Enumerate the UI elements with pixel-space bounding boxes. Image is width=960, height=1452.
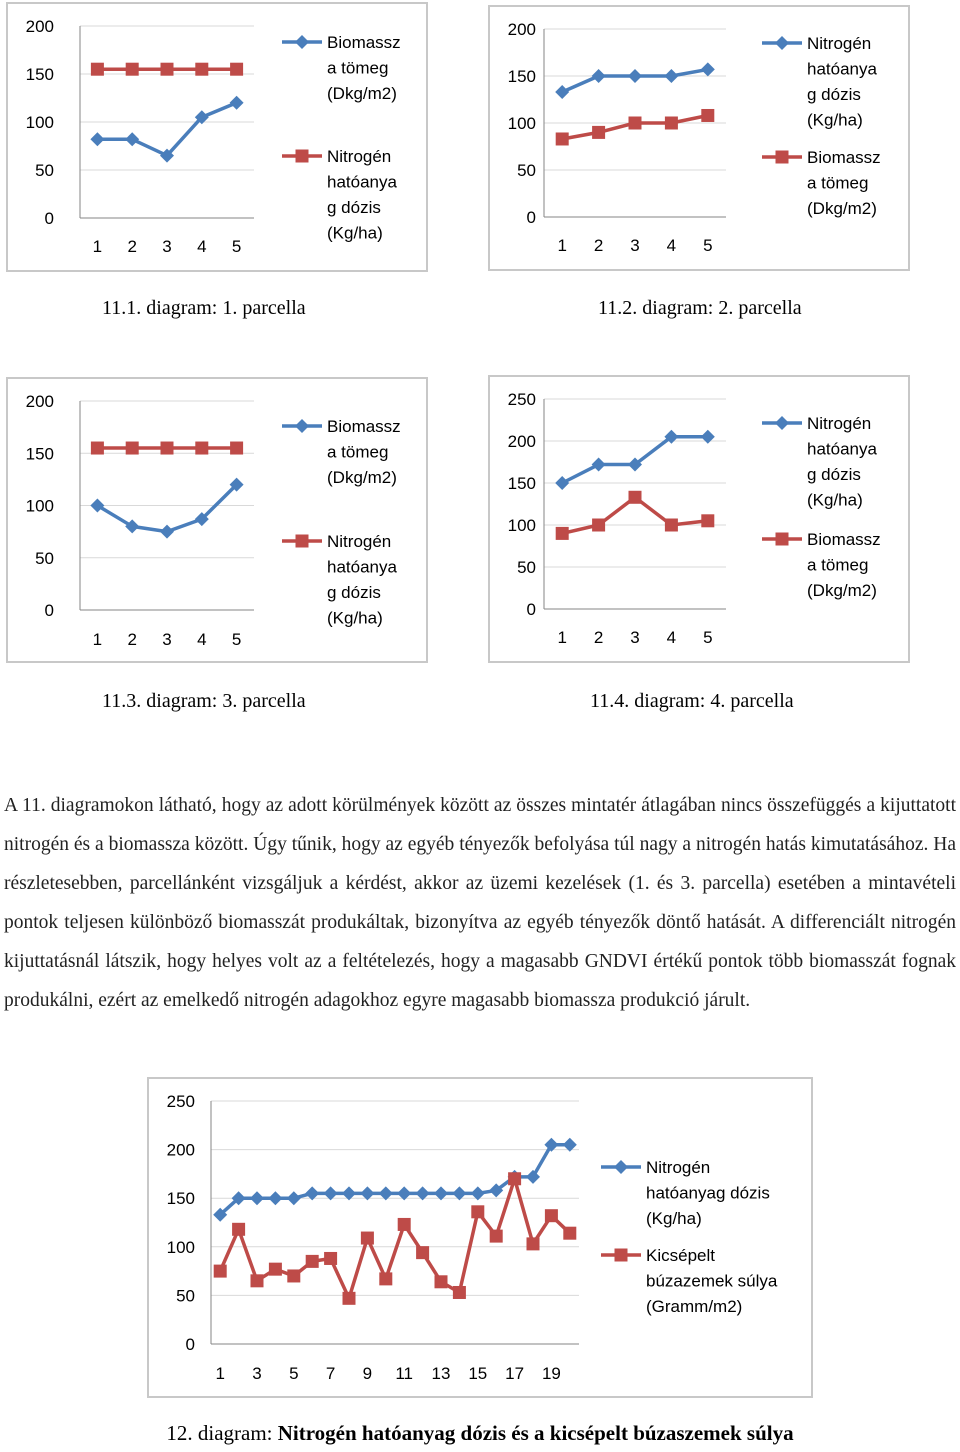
legend-text: hatóanyag dózis: [646, 1183, 770, 1203]
y-tick-label: 200: [166, 1140, 195, 1160]
y-tick-label: 50: [35, 161, 54, 180]
x-tick-label: 15: [468, 1364, 488, 1383]
legend-text: Nitrogén: [327, 147, 392, 166]
x-tick-label: 7: [325, 1364, 336, 1383]
legend-text: hatóanya: [807, 59, 877, 79]
x-tick-label: 5: [289, 1364, 299, 1383]
chart-4-svg: [490, 377, 908, 661]
y-tick-label: 200: [25, 17, 54, 36]
data-point: [701, 514, 714, 527]
y-tick-label: 100: [507, 516, 536, 535]
data-point: [628, 69, 642, 83]
data-point: [230, 63, 243, 76]
legend-text: Kicsépelt: [646, 1246, 715, 1265]
x-tick-label: 2: [593, 236, 604, 255]
chart-1-svg: [8, 4, 426, 270]
data-point: [592, 126, 605, 139]
legend-text: Biomassz: [327, 33, 401, 52]
legend-marker: [775, 36, 789, 50]
data-point: [701, 62, 715, 76]
data-point: [269, 1263, 282, 1276]
data-point: [91, 63, 104, 76]
y-tick-label: 150: [25, 65, 54, 84]
data-point: [161, 63, 174, 76]
chart-3-svg: [8, 379, 426, 661]
data-point: [361, 1232, 374, 1245]
legend-text: a tömeg: [807, 173, 869, 193]
data-point: [555, 85, 569, 99]
data-point: [527, 1237, 540, 1250]
legend-text: a tömeg: [327, 58, 389, 78]
x-tick-label: 4: [666, 236, 677, 255]
legend-text: g dózis: [807, 85, 861, 104]
legend-text: (Gramm/m2): [646, 1297, 743, 1316]
chart-12: [147, 1077, 813, 1398]
data-point: [629, 491, 642, 504]
legend-text: g dózis: [807, 465, 861, 484]
data-point: [416, 1246, 429, 1259]
y-tick-label: 250: [166, 1092, 195, 1111]
x-tick-label: 3: [162, 630, 172, 649]
legend-text: (Dkg/m2): [807, 581, 877, 600]
legend-text: (Kg/ha): [807, 490, 863, 510]
data-point: [195, 442, 208, 455]
series-1: [555, 430, 715, 490]
y-tick-label: 250: [507, 390, 536, 409]
data-point: [592, 458, 606, 472]
legend-text: Nitrogén: [646, 1158, 711, 1177]
y-tick-label: 0: [44, 601, 54, 620]
data-point: [90, 132, 104, 146]
legend-marker: [614, 1160, 628, 1174]
chart-3: [6, 377, 428, 663]
data-point: [665, 117, 678, 130]
legend-entry-1: [762, 414, 877, 510]
data-point: [556, 527, 569, 540]
legend-marker: [775, 416, 789, 430]
chart-1: [6, 2, 428, 272]
x-tick-label: 2: [593, 628, 604, 647]
data-point: [91, 442, 104, 455]
legend-entry-2: [282, 532, 397, 628]
y-tick-label: 100: [507, 114, 536, 133]
legend-text: hatóanya: [327, 557, 397, 577]
legend-text: Nitrogén: [807, 414, 872, 433]
chart-1-caption: 11.1. diagram: 1. parcella: [102, 297, 306, 319]
legend-text: a tömeg: [327, 442, 389, 462]
x-tick-label: 1: [557, 628, 567, 647]
data-point: [556, 132, 569, 145]
series-line: [97, 485, 236, 532]
data-point: [232, 1223, 245, 1236]
legend-entry-1: [282, 33, 401, 103]
y-tick-label: 150: [507, 67, 536, 86]
legend-text: (Dkg/m2): [327, 468, 397, 487]
x-tick-label: 4: [666, 628, 677, 647]
x-tick-label: 5: [703, 628, 713, 647]
x-tick-label: 1: [92, 237, 103, 256]
x-tick-label: 4: [197, 630, 207, 649]
data-point: [251, 1274, 264, 1287]
series-2: [556, 491, 715, 540]
legend-entry-1: [282, 417, 401, 487]
legend-text: (Dkg/m2): [327, 84, 397, 103]
data-point: [343, 1292, 356, 1305]
x-tick-label: 5: [703, 236, 713, 255]
x-tick-label: 17: [505, 1364, 525, 1383]
x-tick-label: 11: [395, 1364, 414, 1383]
legend-marker: [296, 535, 309, 548]
x-tick-label: 9: [362, 1364, 373, 1383]
chart-2-svg: [490, 7, 908, 269]
data-point: [545, 1209, 558, 1222]
legend-text: g dózis: [327, 198, 381, 217]
data-point: [563, 1227, 576, 1240]
legend-marker: [296, 150, 309, 163]
x-tick-label: 1: [92, 630, 103, 649]
legend-text: g dózis: [327, 583, 381, 602]
x-tick-label: 3: [252, 1364, 262, 1383]
chart-12-caption-prefix: 12. diagram:: [166, 1421, 278, 1445]
data-point: [664, 69, 678, 83]
legend-marker: [295, 419, 309, 433]
data-point: [592, 519, 605, 532]
legend-text: (Kg/ha): [646, 1209, 702, 1228]
chart-12-svg: [149, 1079, 811, 1396]
data-point: [508, 1172, 521, 1185]
x-tick-label: 19: [541, 1364, 561, 1383]
data-point: [665, 519, 678, 532]
legend-marker: [776, 533, 789, 546]
legend-entry-1: [762, 34, 877, 130]
data-point: [214, 1265, 227, 1278]
y-tick-label: 150: [25, 444, 54, 464]
legend-text: (Kg/ha): [807, 110, 863, 130]
x-tick-label: 5: [231, 630, 242, 649]
data-point: [195, 63, 208, 76]
data-point: [629, 117, 642, 130]
x-tick-label: 3: [630, 628, 640, 647]
data-point: [555, 476, 569, 490]
y-tick-label: 150: [507, 474, 536, 493]
series-2: [91, 442, 243, 455]
x-tick-label: 2: [127, 630, 137, 649]
y-tick-label: 200: [25, 392, 54, 411]
legend-text: Biomassz: [807, 530, 881, 549]
y-tick-label: 200: [507, 432, 536, 451]
data-point: [701, 109, 714, 122]
y-tick-label: 50: [517, 558, 536, 577]
legend-text: Biomassz: [807, 148, 881, 167]
data-point: [435, 1275, 448, 1288]
legend-entry-2: [762, 148, 881, 218]
chart-4-caption: 11.4. diagram: 4. parcella: [590, 690, 794, 712]
legend-text: (Dkg/m2): [807, 199, 877, 218]
series-2: [556, 109, 715, 146]
legend-text: búzazemek súlya: [646, 1271, 778, 1291]
y-tick-label: 150: [166, 1189, 195, 1209]
data-point: [160, 525, 174, 539]
x-tick-label: 1: [215, 1364, 225, 1383]
chart-12-caption-bold: Nitrogén hatóanyag dózis és a kicsépelt búzaszemek súlya: [277, 1421, 794, 1445]
data-point: [379, 1272, 392, 1285]
chart-12-caption: [0, 1421, 960, 1446]
y-tick-label: 200: [507, 20, 536, 39]
data-point: [230, 96, 244, 110]
legend-text: Nitrogén: [807, 34, 872, 53]
data-point: [592, 69, 606, 83]
data-point: [126, 63, 139, 76]
series-1: [555, 62, 715, 99]
legend-text: (Kg/ha): [327, 223, 383, 243]
y-tick-label: 0: [526, 208, 536, 227]
legend-text: hatóanya: [807, 439, 877, 459]
data-point: [453, 1286, 466, 1299]
y-tick-label: 50: [517, 161, 536, 180]
legend-text: a tömeg: [807, 555, 869, 575]
x-tick-label: 13: [431, 1364, 451, 1383]
y-tick-label: 100: [25, 496, 54, 516]
legend-text: hatóanya: [327, 172, 397, 192]
chart-2-caption: 11.2. diagram: 2. parcella: [598, 297, 802, 319]
y-tick-label: 100: [25, 113, 54, 132]
x-tick-label: 1: [557, 236, 567, 255]
body-paragraph: A 11. diagramokon látható, hogy az adott körülmények között az összes mintatér átlagában nincs összefüggés a kijuttatott nitrogén és a biomassza között. Úgy tűnik, hogy az egyéb tényezők befolyása túl nagy a nitrogén hatás kimutatásához. Ha részletesebben, parcellánként vizsgáljuk a kérdést, akkor az üzemi kezelések (1. és 3. parcella) esetében a mintavételi pontok teljesen különböző biomasszát produkáltak, bizonyítva az egyéb tényezők döntő hatását. A differenciált nitrogén kijuttatásnál látszik, hogy helyes volt az a feltételezés, hogy a magasabb GNDVI értékű pontok több biomasszát fognak produkálni, ezért az emelkedő nitrogén adagokhoz egyre magasabb biomassza produkció járult.: [4, 795, 956, 1011]
y-tick-label: 0: [44, 209, 54, 228]
legend-text: Nitrogén: [327, 532, 392, 551]
series-line: [97, 103, 236, 156]
x-tick-label: 3: [630, 236, 640, 255]
y-tick-label: 100: [166, 1237, 195, 1257]
data-point: [230, 442, 243, 455]
y-tick-label: 50: [35, 548, 54, 568]
data-point: [324, 1252, 337, 1265]
x-tick-label: 2: [127, 237, 137, 256]
data-point: [306, 1255, 319, 1268]
y-tick-label: 50: [176, 1286, 195, 1306]
legend-text: Biomassz: [327, 417, 401, 436]
data-point: [287, 1269, 300, 1282]
legend-marker: [615, 1249, 628, 1262]
series-1: [90, 478, 243, 539]
legend-entry-1: [601, 1158, 770, 1228]
data-point: [125, 132, 139, 146]
legend-entry-2: [762, 530, 881, 600]
data-point: [398, 1218, 411, 1231]
data-point: [161, 442, 174, 455]
data-point: [490, 1230, 503, 1243]
chart-4: [488, 375, 910, 663]
data-point: [126, 442, 139, 455]
x-tick-label: 4: [197, 237, 207, 256]
chart-2: [488, 5, 910, 271]
legend-marker: [776, 151, 789, 164]
data-point: [471, 1205, 484, 1218]
data-point: [268, 1191, 282, 1205]
chart-3-caption: 11.3. diagram: 3. parcella: [102, 690, 306, 712]
y-tick-label: 0: [185, 1335, 195, 1354]
legend-text: (Kg/ha): [327, 608, 383, 628]
legend-entry-2: [601, 1246, 778, 1316]
data-point: [250, 1191, 264, 1205]
data-point: [526, 1170, 540, 1184]
x-tick-label: 3: [162, 237, 172, 256]
x-tick-label: 5: [231, 237, 242, 256]
data-point: [287, 1191, 301, 1205]
data-point: [701, 430, 715, 444]
series-1: [90, 96, 243, 163]
y-tick-label: 0: [526, 600, 536, 619]
legend-marker: [295, 35, 309, 49]
legend-entry-2: [282, 147, 397, 243]
